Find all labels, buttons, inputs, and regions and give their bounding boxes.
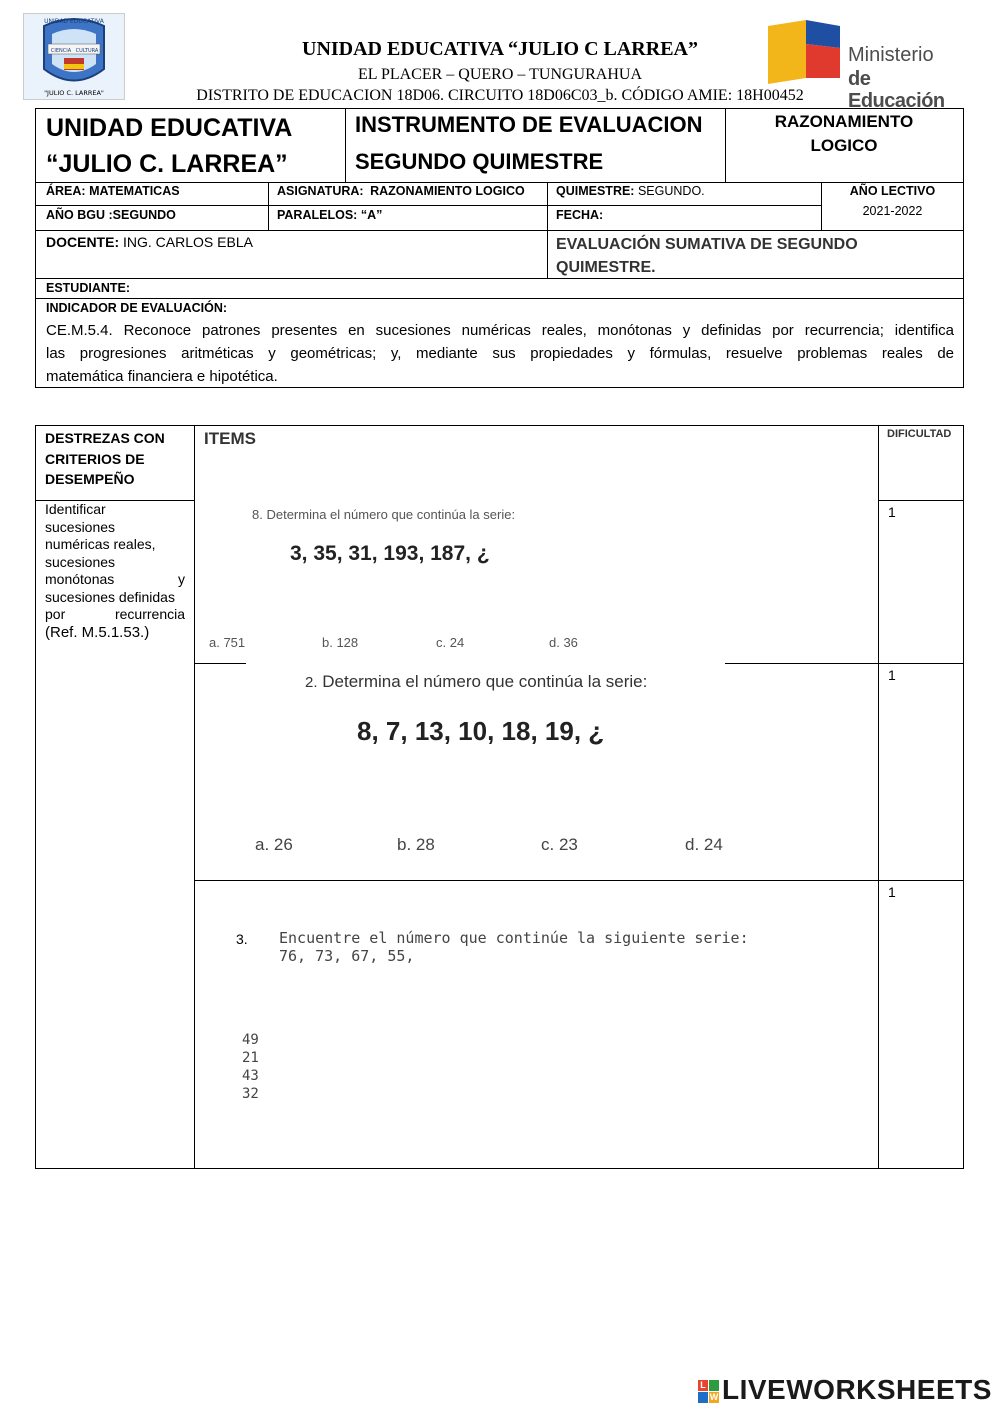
item2-option-c[interactable]: c. 23 xyxy=(541,835,578,854)
asignatura-value: RAZONAMIENTO LOGICO xyxy=(370,184,525,198)
item3-option[interactable]: 49 xyxy=(242,1032,259,1048)
indicador-label: INDICADOR DE EVALUACIÓN: xyxy=(46,301,228,315)
liveworksheets-icon: L W xyxy=(698,1380,720,1404)
item2-option-a[interactable]: a. 26 xyxy=(255,835,293,854)
paralelos-label: PARALELOS: xyxy=(277,208,358,222)
docente-label: DOCENTE: xyxy=(46,234,120,250)
item2-number: 2. xyxy=(305,674,318,691)
item3-option[interactable]: 21 xyxy=(242,1050,259,1066)
item3-option[interactable]: 32 xyxy=(242,1086,259,1102)
liveworksheets-brand[interactable]: LIVEWORKSHEETS xyxy=(722,1374,992,1405)
ministry-line1: Ministerio xyxy=(848,44,934,66)
item2-prompt: 2. Determina el número que continúa la serie: xyxy=(305,672,648,691)
indicador-line3: matemática financiera e hipotética. xyxy=(46,368,278,385)
item1-option-d[interactable]: d. 36 xyxy=(549,635,578,650)
ministry-logo xyxy=(766,18,966,112)
indicador-line1: CE.M.5.4. Reconoce patrones presentes en sucesiones numéricas reales, monótonas y definidas por recurrencia; identifica xyxy=(46,322,954,339)
item1-difficulty: 1 xyxy=(888,504,896,520)
col-destrezas-line1: DESTREZAS CON xyxy=(45,430,165,446)
item3-difficulty: 1 xyxy=(888,884,896,900)
destreza-line: sucesiones definidas xyxy=(45,588,175,605)
district-line: DISTRITO DE EDUCACION 18D06. CIRCUITO 18D06C03_b. CÓDIGO AMIE: 18H00452 xyxy=(196,87,804,104)
area-value: MATEMATICAS xyxy=(89,184,180,198)
school-title: UNIDAD EDUCATIVA “JULIO C LARREA” xyxy=(302,38,698,60)
quimestre-value: SEGUNDO. xyxy=(637,184,705,198)
item2-difficulty: 1 xyxy=(888,667,896,683)
destreza-line: numéricas reales, xyxy=(45,536,156,552)
quimestre-label: QUIMESTRE: xyxy=(556,184,635,198)
destreza-text xyxy=(45,501,185,641)
destreza-ref: (Ref. M.5.1.53.) xyxy=(45,623,150,641)
col-items: ITEMS xyxy=(204,429,256,448)
anio-lectivo-value: 2021-2022 xyxy=(862,204,923,218)
item3-number: 3. xyxy=(236,931,248,947)
subject-title: RAZONAMIENTO LOGICO xyxy=(774,112,914,155)
item3-option[interactable]: 43 xyxy=(242,1068,259,1084)
evaluacion-line2: QUIMESTRE. xyxy=(556,259,656,276)
item2-series: 8, 7, 13, 10, 18, 19, ¿ xyxy=(357,716,605,746)
destreza-line: sucesiones xyxy=(45,518,116,535)
location-line: EL PLACER – QUERO – TUNGURAHUA xyxy=(358,66,642,83)
destreza-line: Identificar xyxy=(45,501,106,517)
item3-series: 76, 73, 67, 55, xyxy=(279,947,415,965)
area-label: ÁREA: xyxy=(46,184,86,198)
paralelos-value: “A” xyxy=(360,208,383,222)
item1-option-a[interactable]: a. 751 xyxy=(209,635,246,650)
item2-option-d[interactable]: d. 24 xyxy=(685,835,723,854)
indicador-line2: las progresiones aritméticas y geométricas; y, mediante sus propiedades y fórmulas, resuelve problemas reales de xyxy=(46,345,954,362)
item2-option-b[interactable]: b. 28 xyxy=(397,835,435,854)
logo-banner-right: CULTURA xyxy=(75,48,99,54)
evaluacion-line1: EVALUACIÓN SUMATIVA DE SEGUNDO xyxy=(556,236,858,253)
item1-prompt: 8. Determina el número que continúa la serie: xyxy=(252,507,516,522)
info-school-line1: UNIDAD EDUCATIVA xyxy=(46,114,293,142)
logo-caption: "JULIO C. LARREA" xyxy=(44,89,104,97)
logo-banner-left: CIENCIA xyxy=(50,48,72,54)
destreza-line: sucesiones xyxy=(45,553,116,570)
item1-option-c[interactable]: c. 24 xyxy=(436,635,465,650)
asignatura-label: ASIGNATURA: xyxy=(277,184,364,198)
col-dificultad: DIFICULTAD xyxy=(887,428,952,440)
info-school-line2: “JULIO C. LARREA” xyxy=(46,150,288,178)
destreza-line: por recurrencia xyxy=(45,606,185,622)
fecha-label: FECHA: xyxy=(556,208,604,222)
col-destrezas-line2: CRITERIOS DE xyxy=(45,450,145,467)
destreza-line: monótonas y xyxy=(45,571,185,587)
item1-number: 8. xyxy=(252,507,263,522)
anio-lectivo-label: AÑO LECTIVO xyxy=(849,184,936,198)
item3-prompt: Encuentre el número que continúe la siguiente serie: xyxy=(279,929,749,947)
instrument-line2: SEGUNDO QUIMESTRE xyxy=(355,149,604,174)
docente-value: ING. CARLOS EBLA xyxy=(123,234,253,250)
anio-label: AÑO BGU : xyxy=(46,208,113,222)
item1-series: 3, 35, 31, 193, 187, ¿ xyxy=(290,542,490,565)
estudiante-label: ESTUDIANTE: xyxy=(46,281,131,295)
anio-value: SEGUNDO xyxy=(112,208,176,222)
instrument-line1: INSTRUMENTO DE EVALUACION xyxy=(355,112,703,137)
logo-arc-text: UNIDAD EDUCATIVA xyxy=(44,18,104,25)
col-destrezas-line3: DESEMPEÑO xyxy=(45,471,135,487)
item1-option-b[interactable]: b. 128 xyxy=(322,635,359,650)
ministry-line2: de Educación xyxy=(848,68,945,112)
